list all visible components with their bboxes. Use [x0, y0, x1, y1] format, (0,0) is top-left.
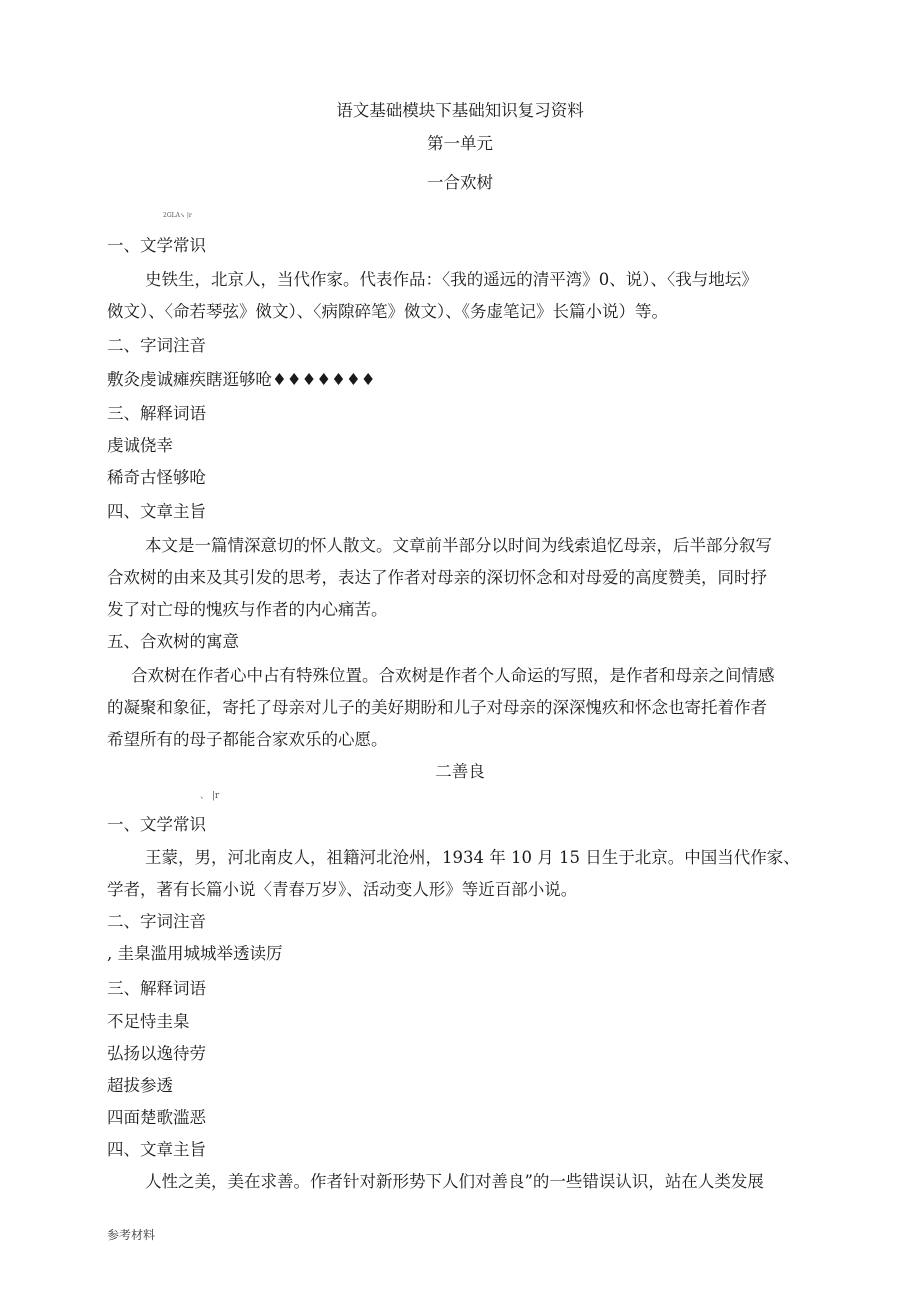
paragraph-line: 王蒙，男，河北南皮人，祖籍河北沧州，1934 年 10 月 15 日生于北京。中国当代作家、 — [145, 848, 800, 867]
section-heading: 四、文章主旨 — [107, 502, 206, 521]
section-heading: 二、字词注音 — [107, 336, 206, 355]
paragraph-line: 合欢树在作者心中占有特殊位置。合欢树是作者个人命运的写照，是作者和母亲之间情感 — [131, 666, 775, 685]
paragraph-line: 发了对亡母的愧疚与作者的内心痛苦。 — [107, 600, 388, 619]
section-heading: 二、字词注音 — [107, 912, 206, 931]
lesson2-heading: 二善良 — [435, 762, 485, 781]
stray-mark: 2GLA↘ |r — [163, 212, 192, 219]
term-line: 超拔参透 — [107, 1076, 173, 1095]
document-title: 语文基础模块下基础知识复习资料 — [336, 101, 584, 120]
term-line: 稀奇古怪够呛 — [107, 468, 206, 487]
section-heading: 四、文章主旨 — [107, 1140, 206, 1159]
unit-heading: 第一单元 — [427, 134, 493, 153]
page-footer: 参考材料 — [107, 1228, 156, 1242]
section-heading: 三、解释词语 — [107, 979, 206, 998]
stray-mark: 、 |r — [200, 791, 220, 801]
lesson1-heading: 一合欢树 — [427, 173, 493, 192]
section-heading: 五、合欢树的寓意 — [107, 632, 239, 651]
paragraph-line: 本文是一篇情深意切的怀人散文。文章前半部分以时间为线索追忆母亲，后半部分叙写 — [145, 536, 772, 555]
term-line: 弘扬以逸待劳 — [107, 1044, 206, 1063]
vocab-line: 敷灸虔诚瘫疾瞎逛够呛♦♦♦♦♦♦♦ — [107, 370, 376, 389]
term-line: 不足恃圭臬 — [107, 1012, 190, 1031]
section-heading: 一、文学常识 — [107, 236, 206, 255]
section-heading: 一、文学常识 — [107, 815, 206, 834]
vocab-line: , 圭臬滥用城城举透读厉 — [107, 944, 283, 963]
paragraph-line: 希望所有的母子都能合家欢乐的心愿。 — [107, 730, 388, 749]
term-line: 虔诚侥幸 — [107, 436, 173, 455]
paragraph-line: 学者，著有长篇小说〈青春万岁》、活动变人形》等近百部小说。 — [107, 880, 578, 899]
paragraph-line: 傚文）、〈命若琴弦》傚文）、〈病隙碎笔》傚文）、《务虚笔记》长篇小说）等。 — [107, 302, 668, 321]
paragraph-line: 的凝聚和象征，寄托了母亲对儿子的美好期盼和儿子对母亲的深深愧疚和怀念也寄托着作者 — [107, 698, 767, 717]
paragraph-line: 史铁生，北京人，当代作家。代表作品：〈我的遥远的清平湾》0、说）、〈我与地坛》 — [145, 270, 758, 289]
paragraph-line: 人性之美，美在求善。作者针对新形势下人们对善良”的一些错误认识，站在人类发展 — [145, 1172, 764, 1191]
term-line: 四面楚歌滥恶 — [107, 1108, 206, 1127]
paragraph-line: 合欢树的由来及其引发的思考，表达了作者对母亲的深切怀念和对母爱的高度赞美，同时抒 — [107, 568, 767, 587]
section-heading: 三、解释词语 — [107, 404, 206, 423]
